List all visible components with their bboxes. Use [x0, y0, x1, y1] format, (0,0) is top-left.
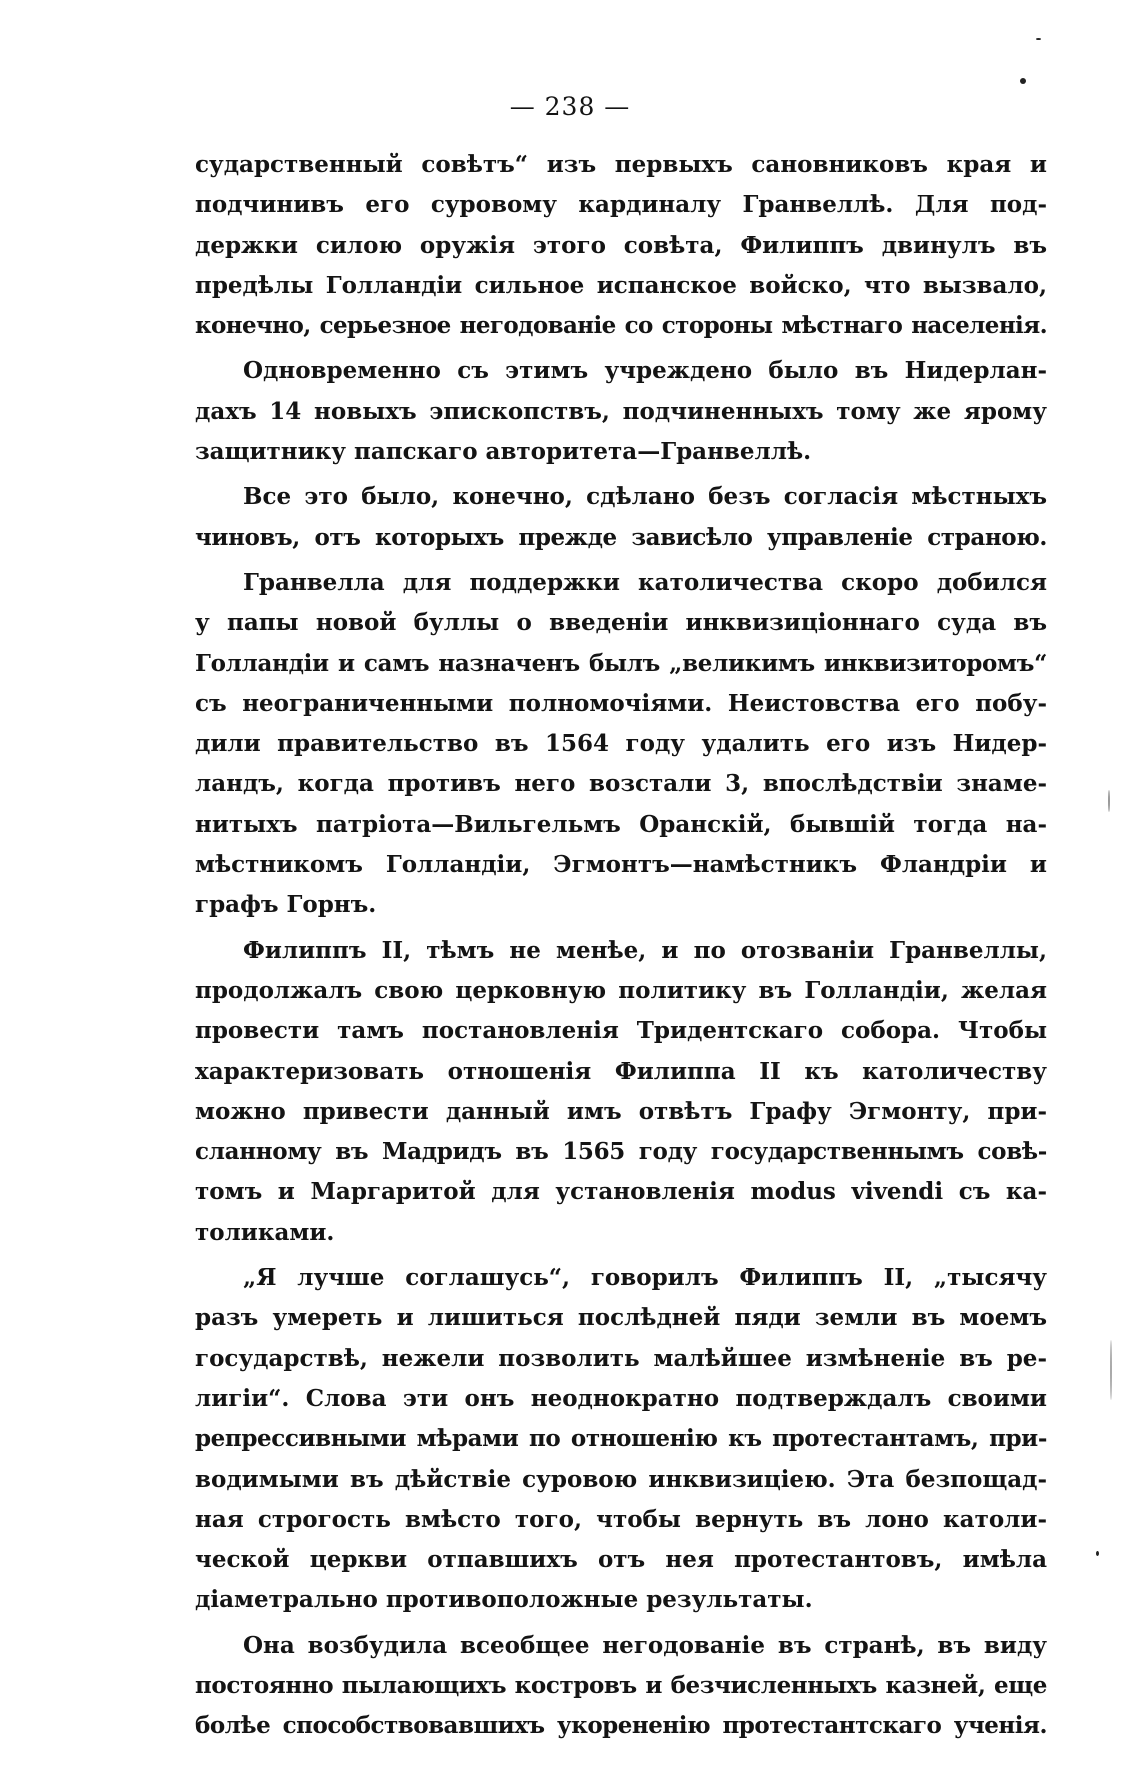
text-line: графъ Горнъ.	[195, 891, 377, 919]
text-line: чиновъ, отъ которыхъ прежде зависѣло управленіе страною.	[195, 523, 1047, 551]
text-line: ная строгость вмѣсто того, чтобы вернуть въ лоно католи-	[195, 1505, 1047, 1533]
text-line: Она возбудила всеобщее негодованіе въ странѣ, въ виду	[243, 1631, 1047, 1659]
scan-speck	[1020, 78, 1026, 84]
text-line: провести тамъ постановленія Тридентскаго собора. Чтобы	[195, 1017, 1047, 1045]
text-line: держки силою оружія этого совѣта, Филиппъ двинулъ въ	[195, 231, 1047, 259]
text-line: сударственный совѣтъ“ изъ первыхъ сановниковъ края и	[195, 151, 1047, 178]
text-line: томъ и Маргаритой для установленія modus vivendi съ ка-	[195, 1178, 1047, 1206]
text-line: разъ умереть и лишиться послѣдней пяди земли въ моемъ	[195, 1304, 1047, 1332]
paragraph	[195, 563, 1047, 926]
text-line: съ неограниченными полномочіями. Неистовства его побу-	[195, 689, 1047, 717]
text-line: „Я лучше соглашусь“, говорилъ Филиппъ II, „тысячу	[243, 1264, 1047, 1292]
scan-speck	[1036, 38, 1041, 40]
text-line: дили правительство въ 1564 году удалить его изъ Нидер-	[195, 730, 1047, 758]
text-line: Одновременно съ этимъ учреждено было въ Нидерлан-	[243, 357, 1047, 385]
text-line: Все это было, конечно, сдѣлано безъ согласія мѣстныхъ	[243, 483, 1047, 511]
body-text	[195, 145, 1047, 1747]
text-line: ческой церкви отпавшихъ отъ нея протестантовъ, имѣла	[195, 1546, 1047, 1574]
text-line: нитыхъ патріота—Вильгельмъ Оранскій, бывшій тогда на-	[195, 810, 1047, 838]
scan-speck	[1108, 790, 1110, 812]
text-line: болѣе способствовавшихъ укорененію протестантскаго ученія.	[195, 1712, 1047, 1740]
text-line: подчинивъ его суровому кардиналу Гранвеллѣ. Для под-	[195, 191, 1047, 219]
text-line: лигіи“. Слова эти онъ неоднократно подтверждалъ своими	[195, 1384, 1047, 1412]
text-line: можно привести данный имъ отвѣтъ Графу Эгмонту, при-	[195, 1097, 1047, 1125]
text-line: ландъ, когда противъ него возстали 3, впослѣдствіи знаме-	[195, 770, 1047, 798]
text-line: мѣстникомъ Голландіи, Эгмонтъ—намѣстникъ Фландріи и	[195, 851, 1047, 879]
text-line: репрессивными мѣрами по отношенію къ протестантамъ, при-	[195, 1425, 1047, 1453]
text-line: сланному въ Мадридъ въ 1565 году государственнымъ совѣ-	[195, 1138, 1047, 1166]
text-line: діаметрально противоположные результаты.	[195, 1586, 813, 1614]
text-line: Гранвелла для поддержки католичества скоро добился	[243, 568, 1047, 596]
paragraph	[195, 1258, 1047, 1621]
text-line: постоянно пылающихъ костровъ и безчисленныхъ казней, еще	[195, 1671, 1047, 1699]
page-number: — 238 —	[509, 92, 631, 121]
scan-speck	[1110, 1340, 1112, 1400]
text-line: продолжалъ свою церковную политику въ Голландіи, желая	[195, 976, 1047, 1004]
paragraph	[195, 1626, 1047, 1747]
text-line: водимыми въ дѣйствіе суровою инквизиціею. Эта безпощад-	[195, 1465, 1047, 1493]
paragraph	[195, 477, 1047, 558]
paragraph	[195, 351, 1047, 472]
text-line: Голландіи и самъ назначенъ былъ „великимъ инквизиторомъ“	[195, 649, 1047, 677]
text-line: защитнику папскаго авторитета—Гранвеллѣ.	[195, 438, 812, 466]
text-line: конечно, серьезное негодованіе со стороны мѣстнаго населенія.	[195, 312, 1047, 340]
text-line: у папы новой буллы о введеніи инквизиціоннаго суда въ	[195, 609, 1047, 637]
scan-speck	[1096, 1551, 1099, 1556]
text-line: Филиппъ II, тѣмъ не менѣе, и по отозваніи Гранвеллы,	[243, 936, 1047, 964]
text-line: предѣлы Голландіи сильное испанское войско, что вызвало,	[195, 271, 1047, 299]
paragraph	[195, 145, 1047, 346]
text-line: государствѣ, нежели позволить малѣйшее измѣненіе въ ре-	[195, 1344, 1047, 1372]
text-line: толиками.	[195, 1218, 335, 1246]
paragraph	[195, 931, 1047, 1253]
text-line: характеризовать отношенія Филиппа II къ католичеству	[195, 1057, 1047, 1085]
text-line: дахъ 14 новыхъ эпископствъ, подчиненныхъ тому же ярому	[195, 397, 1047, 425]
